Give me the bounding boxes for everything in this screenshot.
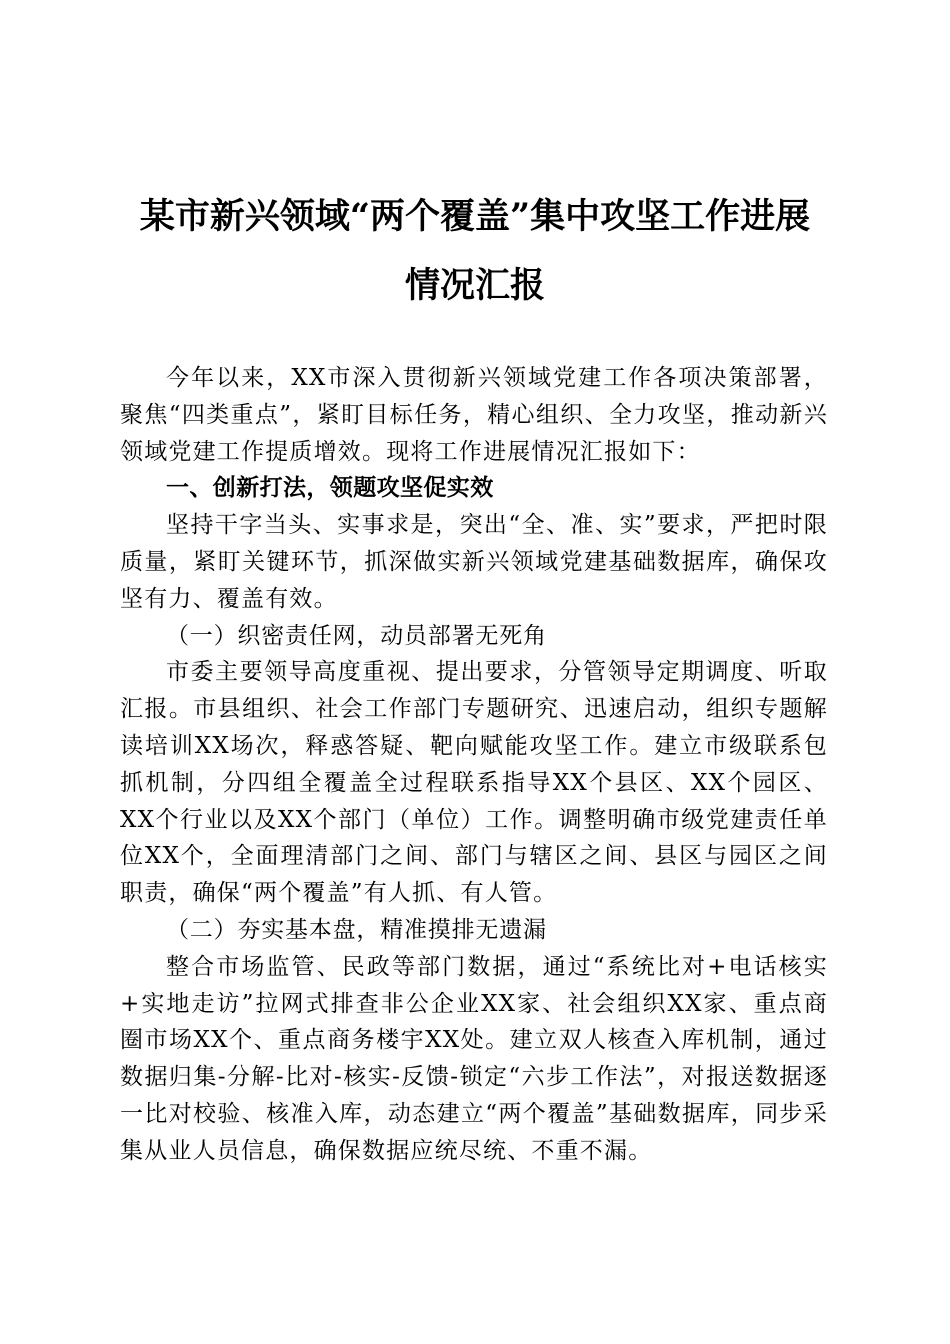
intro-paragraph: 今年以来，XX市深入贯彻新兴领域党建工作各项决策部署，聚焦“四类重点”，紧盯目标任务，精心组织、全力攻坚，推动新兴领域党建工作提质增效。现将工作进展情况汇报如下： bbox=[120, 365, 828, 465]
subsection-heading-1: （一）织密责任网，动员部署无死角 bbox=[166, 622, 547, 649]
subsection-heading-2: （二）夯实基本盘，精准摸排无遗漏 bbox=[166, 916, 547, 943]
section-paragraph-1: 坚持干字当头、实事求是，突出“全、准、实”要求，严把时限质量，紧盯关键环节，抓深做实新兴领域党建基础数据库，确保攻坚有力、覆盖有效。 bbox=[120, 512, 828, 612]
section-heading-1: 一、创新打法，领题攻坚促实效 bbox=[166, 475, 494, 502]
subsection-paragraph-2: 整合市场监管、民政等部门数据，通过“系统比对+电话核实+实地走访”拉网式排查非公企业XX家、社会组织XX家、重点商圈市场XX个、重点商务楼宇XX处。建立双人核查入库机制，通过数据归集-分解-比对-核实-反馈-锁定“六步工作法”，对报送数据逐一比对校验、核准入库，动态建立“两个覆盖”基础数据库，同步采集从业人员信息，确保数据应统尽统、不重不漏。 bbox=[120, 953, 828, 1164]
document-body bbox=[120, 360, 828, 1170]
document-title-line2: 情况汇报 bbox=[404, 265, 545, 306]
document-title-line1: 某市新兴领域“两个覆盖”集中攻坚工作进展 bbox=[139, 196, 811, 237]
subsection-paragraph-1: 市委主要领导高度重视、提出要求，分管领导定期调度、听取汇报。市县组织、社会工作部门专题研究、迅速启动，组织专题解读培训XX场次，释惑答疑、靶向赋能攻坚工作。建立市级联系包抓机制，分四组全覆盖全过程联系指导XX个县区、XX个园区、XX个行业以及XX个部门（单位）工作。调整明确市级党建责任单位XX个，全面理清部门之间、部门与辖区之间、县区与园区之间职责，确保“两个覆盖”有人抓、有人管。 bbox=[120, 659, 828, 907]
